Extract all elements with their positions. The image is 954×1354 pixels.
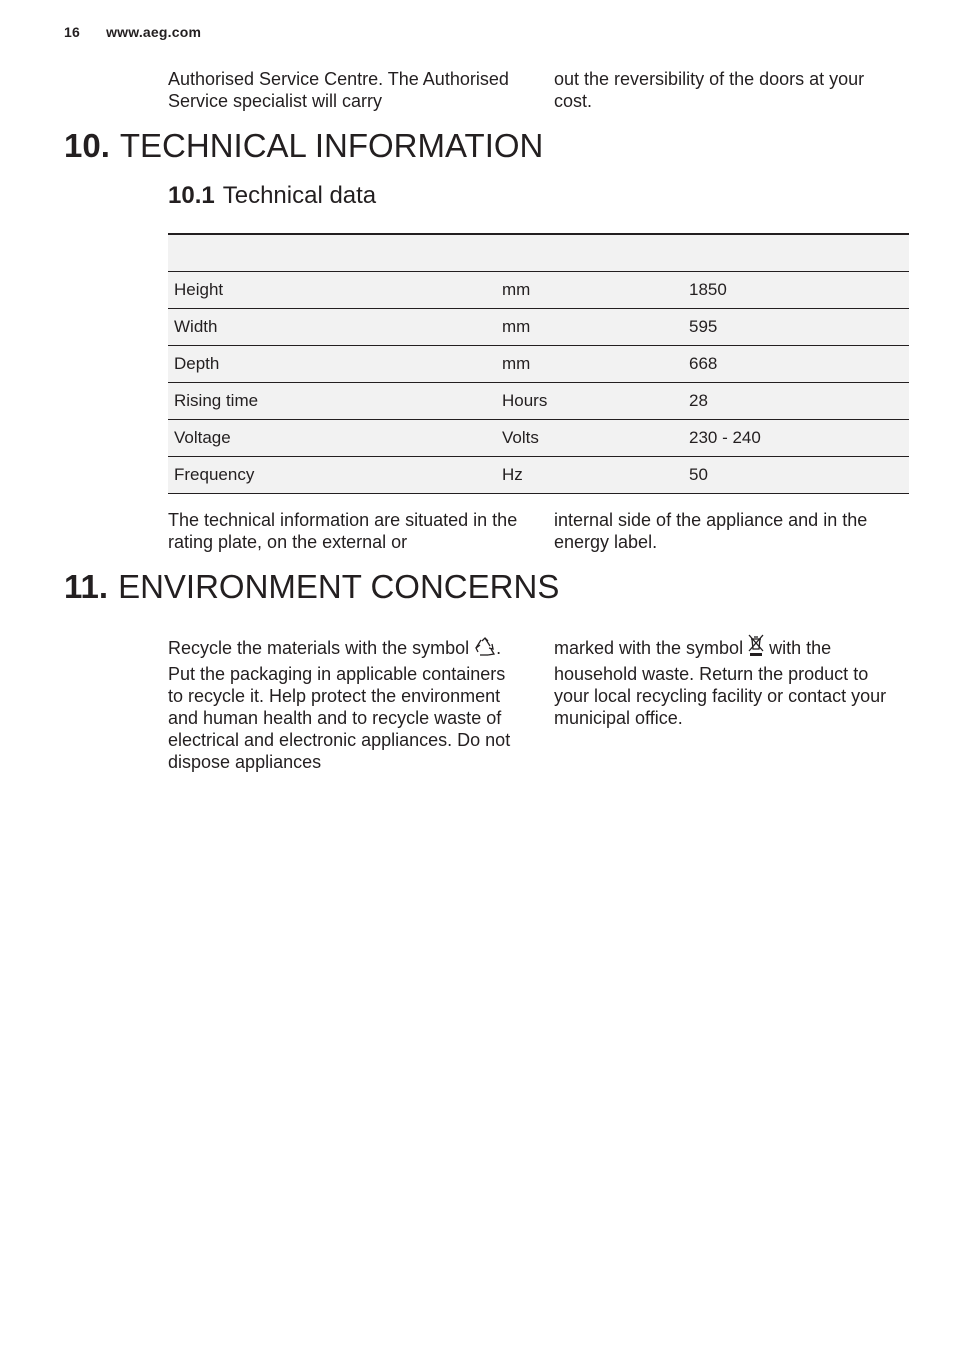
row-label: Depth [168, 346, 496, 383]
table-row [168, 309, 909, 346]
recycle-icon [474, 636, 496, 663]
row-value: 50 [683, 457, 909, 494]
technical-note-right: internal side of the appliance and in the energy label. [554, 510, 868, 552]
section-heading-technical-information [64, 126, 543, 166]
intro-text-left: Authorised Service Centre. The Authorised Service specialist will carry [168, 69, 509, 111]
section-heading-environment-concerns [64, 567, 559, 607]
section-number: 11. [64, 568, 109, 605]
row-value: 28 [683, 383, 909, 420]
row-label: Height [168, 272, 496, 309]
row-unit: mm [496, 346, 683, 383]
section-title: ENVIRONMENT CONCERNS [118, 568, 560, 605]
row-label: Frequency [168, 457, 496, 494]
website-link[interactable]: www.aeg.com [106, 24, 202, 40]
subsection-heading-technical-data [168, 181, 376, 211]
row-unit: mm [496, 309, 683, 346]
subsection-number: 10.1 [168, 182, 215, 209]
row-value: 595 [683, 309, 909, 346]
technical-data-table [168, 233, 909, 494]
row-unit: Hours [496, 383, 683, 420]
table-header-row [168, 234, 909, 272]
table-row [168, 383, 909, 420]
intro-text-right: out the reversibility of the doors at your cost. [554, 69, 865, 111]
section-number: 10. [64, 127, 110, 164]
row-label: Voltage [168, 420, 496, 457]
row-unit: mm [496, 272, 683, 309]
table-row [168, 272, 909, 309]
environment-text-right [554, 634, 904, 729]
environment-text-right-start: marked with the symbol [554, 638, 749, 658]
table-row [168, 346, 909, 383]
crossed-out-bin-icon [748, 634, 764, 663]
environment-text-left [168, 636, 518, 773]
row-label: Rising time [168, 383, 496, 420]
row-unit: Hz [496, 457, 683, 494]
row-value: 230 - 240 [683, 420, 909, 457]
row-unit: Volts [496, 420, 683, 457]
environment-text-left-start: Recycle the materials with the symbol [168, 638, 475, 658]
environment-text-left-end: . Put the packaging in applicable containers to recycle it. Help protect the environment and human health and to recycle waste of electrical and electronic appliances. Do not dispose appliances [168, 638, 511, 772]
technical-note-left: The technical information are situated in the rating plate, on the external or [168, 510, 518, 552]
subsection-title: Technical data [222, 182, 377, 209]
page-header [64, 24, 201, 40]
row-value: 1850 [683, 272, 909, 309]
table-row [168, 420, 909, 457]
environment-text-right-end: with the household waste. Return the product to your local recycling facility or contact your municipal office. [554, 638, 887, 728]
table-row [168, 457, 909, 494]
row-value: 668 [683, 346, 909, 383]
row-label: Width [168, 309, 496, 346]
page-number: 16 [64, 24, 80, 40]
section-title: TECHNICAL INFORMATION [119, 127, 544, 164]
